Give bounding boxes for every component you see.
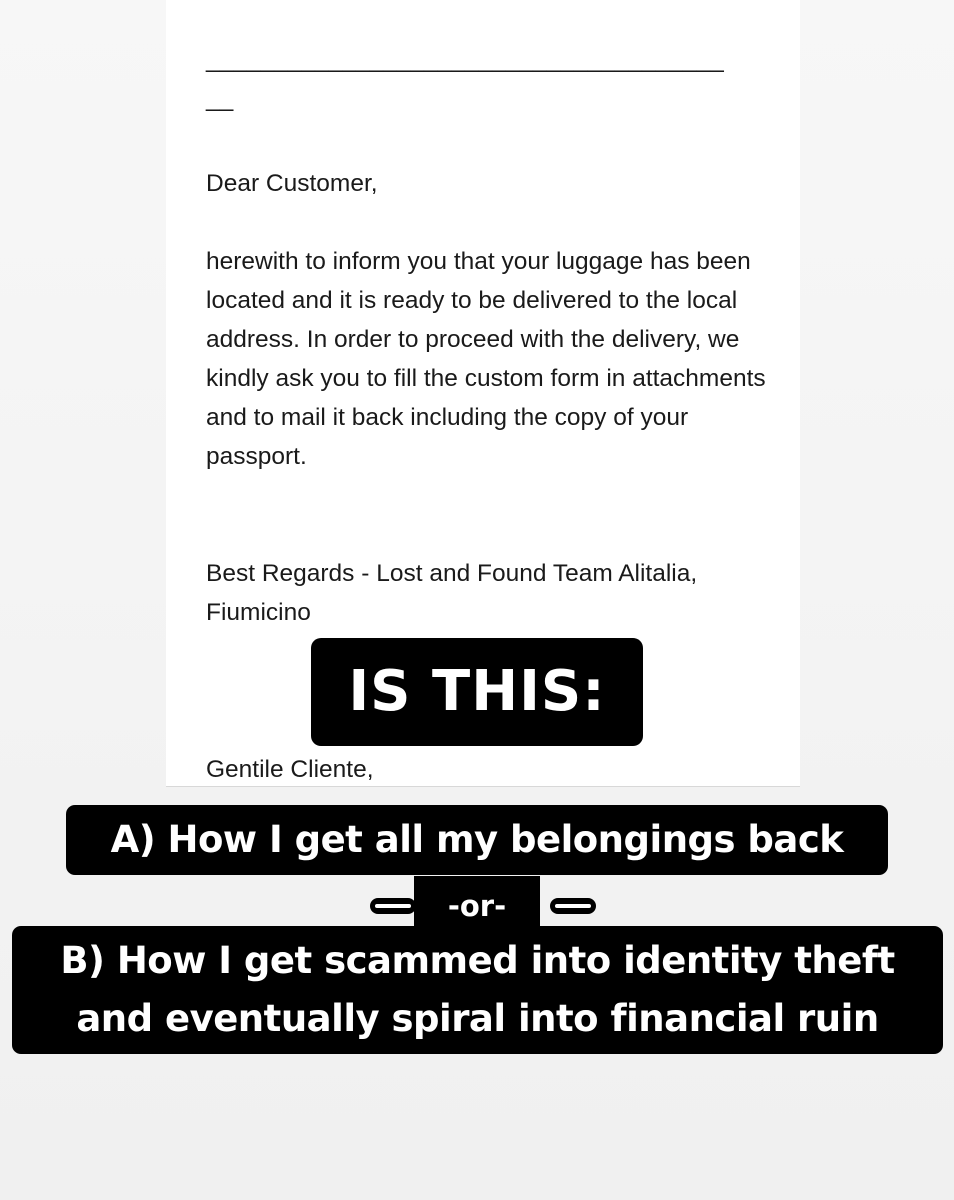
option-b-line-1: B) How I get scammed into identity theft bbox=[60, 939, 895, 982]
email-sign-off: Best Regards - Lost and Found Team Alitalia, bbox=[206, 560, 698, 587]
title-sticker: IS THIS: bbox=[311, 638, 643, 746]
separator-line-short: __ bbox=[206, 85, 234, 112]
option-a-sticker: A) How I get all my belongings back bbox=[66, 805, 888, 875]
option-b-line-2: and eventually spiral into financial ruin bbox=[76, 997, 879, 1040]
or-separator-sticker: -or- bbox=[414, 876, 540, 932]
email-greeting-italian: Gentile Cliente, bbox=[206, 756, 374, 783]
option-b-sticker bbox=[12, 926, 943, 1054]
email-body: herewith to inform you that your luggage has been located and it is ready to be delivered to the local address. In order to proceed with the delivery, we kindly ask you to fill the custom form in attachments and to mail it back including the copy of your passport. bbox=[206, 248, 766, 470]
separator-dash-left bbox=[370, 898, 416, 914]
email-greeting: Dear Customer, bbox=[206, 170, 378, 197]
email-sign-location: Fiumicino bbox=[206, 599, 311, 626]
separator-line: ______________________________________ bbox=[206, 46, 724, 73]
separator-dash-right bbox=[550, 898, 596, 914]
